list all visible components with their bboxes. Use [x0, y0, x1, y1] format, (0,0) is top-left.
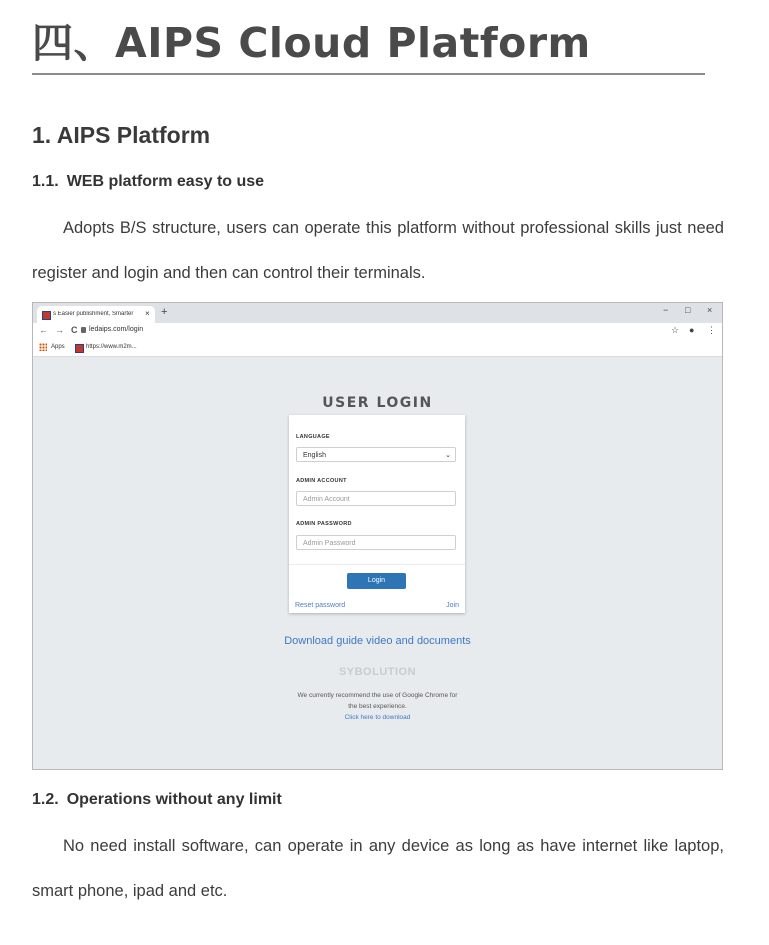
card-divider [289, 564, 465, 565]
profile-icon[interactable]: ● [689, 325, 695, 335]
chapter-title: 四、AIPS Cloud Platform [32, 19, 591, 67]
minimize-icon[interactable]: − [663, 305, 669, 315]
paragraph-2: No need install software, can operate in any device as long as have internet like laptop, smart phone, ipad and etc. [32, 837, 724, 900]
reload-icon[interactable]: C [71, 325, 78, 335]
brand-logo: SYBOLUTION [338, 666, 417, 678]
subsection-number: 1.2. [32, 791, 59, 808]
title-divider [32, 73, 705, 75]
password-label: ADMIN PASSWORD [296, 521, 352, 527]
login-title: USER LOGIN [322, 395, 433, 411]
language-label: LANGUAGE [296, 434, 330, 440]
browser-note-line1: We currently recommend the use of Google Chrome for [297, 692, 458, 699]
bookmarks-bar [33, 340, 722, 357]
reset-password-link[interactable]: Reset password [295, 602, 346, 609]
close-tab-icon[interactable]: × [145, 309, 150, 318]
subsection-heading-1 [32, 173, 264, 191]
menu-icon[interactable]: ⋮ [707, 325, 716, 335]
browser-tab[interactable] [37, 306, 155, 323]
subsection-title: WEB platform easy to use [66, 173, 265, 190]
bookmark-star-icon[interactable]: ☆ [671, 325, 680, 335]
account-label: ADMIN ACCOUNT [296, 478, 347, 484]
browser-note-line2: the best experience. [348, 703, 407, 710]
apps-grid-icon[interactable] [39, 343, 47, 351]
login-page-screenshot [32, 302, 723, 770]
account-input[interactable]: Admin Account [296, 491, 456, 506]
bookmark-link[interactable]: https://www.m2m... [86, 344, 137, 350]
login-button[interactable]: Login [347, 573, 406, 589]
subsection-number: 1.1. [32, 173, 59, 190]
close-window-icon[interactable]: × [707, 305, 713, 315]
section-heading [32, 122, 210, 149]
maximize-icon[interactable]: □ [685, 305, 691, 315]
section-number: 1. [32, 122, 52, 148]
browser-tab-bar [33, 303, 722, 323]
bookmark-apps[interactable]: Apps [51, 344, 65, 350]
back-icon[interactable]: ← [39, 325, 48, 335]
lock-icon [81, 327, 86, 333]
download-guide-link[interactable]: Download guide video and documents [284, 635, 471, 647]
language-select[interactable] [296, 447, 456, 462]
chevron-down-icon: ⌄ [445, 452, 451, 459]
forward-icon[interactable]: → [55, 325, 64, 335]
url-field[interactable]: ledaips.com/login [89, 326, 144, 333]
chrome-download-link[interactable]: Click here to download [344, 714, 411, 721]
address-bar [33, 323, 722, 340]
language-value: English [303, 452, 326, 459]
subsection-title: Operations without any limit [66, 791, 282, 808]
tab-title: s Easier publishment, Smarter [53, 311, 134, 317]
paragraph-1: Adopts B/S structure, users can operate this platform without professional skills just need register and login and then can control their terminals. [32, 219, 724, 282]
password-input[interactable]: Admin Password [296, 535, 456, 550]
new-tab-button[interactable]: + [161, 306, 168, 318]
login-card [289, 415, 465, 613]
favicon-icon [42, 311, 51, 320]
bookmark-favicon-icon [75, 344, 84, 353]
subsection-heading-2 [32, 791, 282, 809]
section-title: AIPS Platform [56, 122, 211, 148]
join-link[interactable]: Join [446, 602, 459, 609]
